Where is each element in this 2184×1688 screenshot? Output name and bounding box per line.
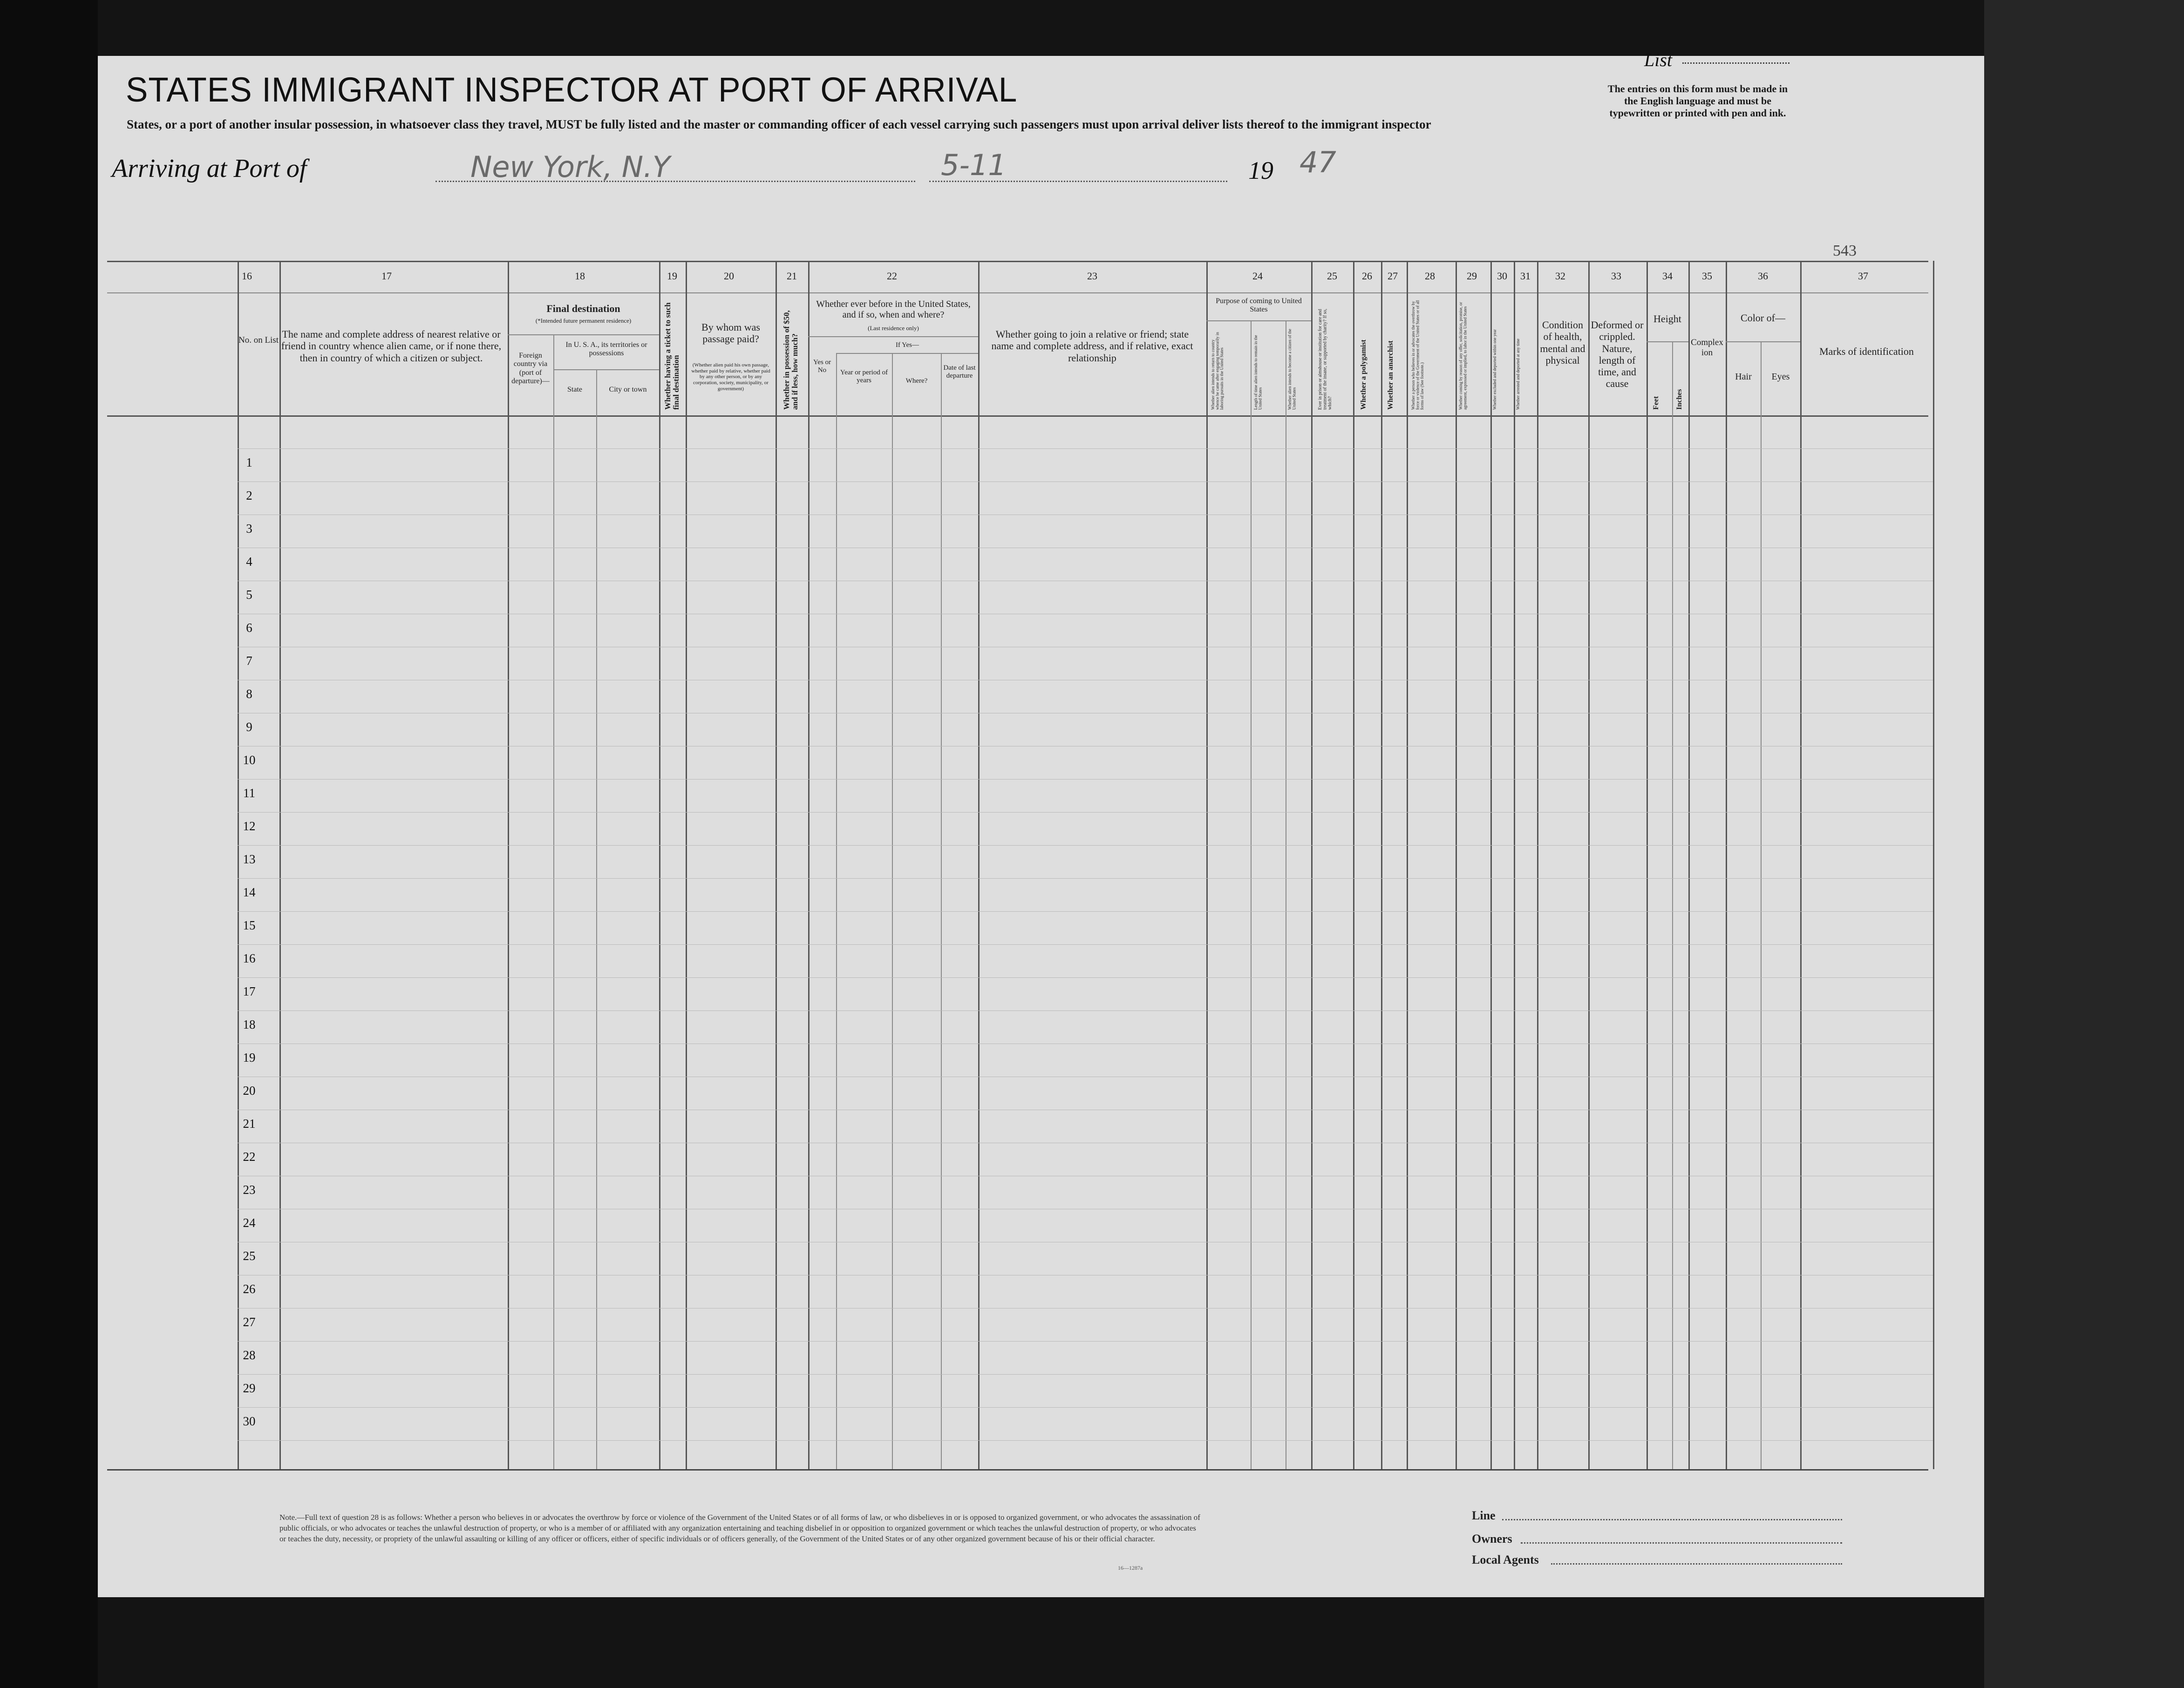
col18-header: Final destination [546,303,620,314]
table-row: 11 [243,786,255,800]
col24-header: Purpose of coming to United States [1216,297,1302,314]
year-handwritten: 47 [1300,145,1336,179]
col28-header: Whether a person who believes in or advocates the overthrow by force or violence of the Government of the United States or of all forms of law (See footnote.) [1411,300,1424,410]
page-title: STATES IMMIGRANT INSPECTOR AT PORT OF ARRIVAL [126,70,1018,109]
col31-header: Whether arrested and deported at any time [1516,339,1520,410]
col36-header: Color of— [1741,312,1785,324]
page-subtitle: States, or a port of another insular possession, in whatsoever class they travel, MUST be fully listed and the master or commanding officer of each vessel carrying such passengers must upon arrival deliver lists thereof to the immigrant inspector [127,117,1431,131]
table-row: 17 [243,984,256,998]
col16-header: No. on List [238,335,279,345]
arriving-label: Arriving at Port of [112,154,307,183]
year-prefix: 19 [1248,156,1273,184]
scan-right-edge [1984,0,2184,1688]
col26-header: Whether a polygamist [1360,339,1368,410]
col34-feet: Feet [1652,396,1660,410]
table-row: 8 [246,687,252,701]
col19-header: Whether having a ticket to such final destination [663,302,680,410]
col18-subheader-line [508,334,659,335]
footnote: Note.—Full text of question 28 is as follows: Whether a person who believes in or advocates the overthrow by force or violence of the Government of the United States or of all forms of law, or who disbelieves in or is opposed to organized government, or who advocates the assassination of public officials, or who advocates or teaches the unlawful destruction of property, or who is a member of or affiliated with any organization entertaining and teaching disbelief in or opposition to organized government or which teaches the unlawful destruction of property, or who advocates or teaches the duty, necessity, or propriety of the unlawful assaulting or killing of any officer or officers, either of specific individuals or of officers generally, of the Government of the United States or of any other organized government because of his or their official character. [279,1513,1200,1543]
col22-subheader-line [808,336,978,337]
col22-yes-no: Yes or No [813,359,831,374]
col34-subheader-line [1647,341,1688,342]
col22-header: Whether ever before in the United States, and if so, when and where? [816,299,971,320]
local-agents-label: Local Agents [1472,1553,1539,1566]
table-row: 25 [243,1249,256,1263]
col22-ifyes-line [836,353,978,354]
table-row: 18 [243,1017,256,1031]
table-row: 19 [243,1051,256,1064]
table-row: 4 [246,555,252,569]
col34-header: Height [1653,313,1681,325]
col20-subheader: (Whether alien paid his own passage, whether paid by relative, whether paid by any other person, or by any corporation, society, municipality, or government) [691,362,770,392]
col18-foreign-country: Foreign country via (port of departure)— [511,352,550,386]
table-row: 15 [243,918,256,932]
table-row: 30 [243,1414,256,1428]
table-row: 23 [243,1183,256,1197]
owners-label: Owners [1472,1532,1512,1546]
local-agents-blank [1551,1563,1842,1565]
col34-inches: Inches [1675,389,1683,410]
col22-if-yes: If Yes— [895,341,919,349]
table-top-border [107,261,1928,262]
owners-blank [1521,1542,1842,1544]
col18-city: City or town [609,386,647,393]
page-number: 543 [1833,242,1857,259]
table-row: 14 [243,885,256,899]
col22-subheader: (Last residence only) [868,325,919,332]
table-row: 28 [243,1348,256,1362]
col25-header: Ever in prison or almshouse or institution for care and treatment of the insane, or supported by charity? If so, which? [1318,309,1333,410]
table-row: 2 [246,488,252,502]
col29-header: Whether coming by reason of any offer, solicitation, promise, or agreement, expressed or implied, to labor in the United States [1458,302,1468,410]
header-bottom-border [107,415,1928,417]
table-row: 12 [243,819,256,833]
col22-date: Date of last departure [943,364,976,380]
col18-subheader: (*Intended future permanent residence) [535,317,632,324]
scan-left-edge [0,0,98,1688]
table-row: 20 [243,1084,256,1098]
col21-header: Whether in possession of $50, and if less, how much? [782,310,799,410]
table-row: 7 [246,654,252,668]
table-row: 5 [246,588,252,602]
table-row: 10 [243,753,256,767]
col22-year: Year or period of years [840,369,888,385]
table-row: 1 [246,455,252,469]
table-row: 21 [243,1117,256,1131]
col24-citizen: Whether alien intends to become a citizen of the United States [1287,329,1297,410]
col17-header: The name and complete address of nearest relative or friend in country whence alien came, or if none there, then in country of which a citizen or subject. [281,328,502,364]
list-number-blank [1682,62,1789,64]
table-row: 22 [243,1150,256,1164]
col35-header: Complexion [1691,338,1723,358]
table-row: 26 [243,1282,256,1296]
col37-header: Marks of identification [1819,346,1914,357]
column-number-divider [107,292,1928,293]
table-row: 13 [243,852,256,866]
manifest-page [98,56,1984,1597]
form-instructions: The entries on this form must be made in the English language and must be typewritten or printed with pen and ink. [1607,83,1788,119]
table-row: 27 [243,1315,256,1329]
form-code: 16—1287a [1118,1565,1143,1571]
col24-subheader-line [1206,320,1311,321]
col20-header: By whom was passage paid? [701,321,760,345]
date-handwritten: 5-11 [941,148,1007,182]
col22-where: Where? [905,377,928,385]
col18-usa: In U. S. A., its territories or possessions [565,341,647,358]
port-handwritten: New York, N.Y [470,150,670,184]
table-row: 3 [246,522,252,536]
col32-header: Condition of health, mental and physical [1540,319,1585,366]
table-row: 29 [243,1381,256,1395]
col36-hair: Hair [1735,372,1752,382]
table-row: 9 [246,720,252,734]
col27-header: Whether an anarchist [1387,340,1395,410]
line-blank [1502,1519,1842,1520]
col36-subheader-line [1726,341,1800,342]
col33-header: Deformed or crippled. Nature, length of time, and cause [1591,319,1644,390]
line-label: Line [1472,1509,1496,1522]
col23-header: Whether going to join a relative or friend; state name and complete address, and if relative, exact relationship [991,328,1193,364]
table-row: 6 [246,621,252,635]
table-bottom-border [107,1469,1928,1471]
col18-usa-line [553,369,659,370]
table-row: 24 [243,1216,256,1230]
list-label: List [1644,49,1673,70]
col24-length: Length of time alien intends to remain in the United States [1253,335,1263,410]
col36-eyes: Eyes [1771,372,1790,382]
col18-state: State [567,386,582,393]
table-row: 16 [243,951,256,965]
col30-header: Whether excluded and deported within one year [1492,329,1497,410]
col24-return: Whether alien intends to return to country whence he came after engaging temporarily in laboring pursuits in the United States [1211,332,1224,410]
